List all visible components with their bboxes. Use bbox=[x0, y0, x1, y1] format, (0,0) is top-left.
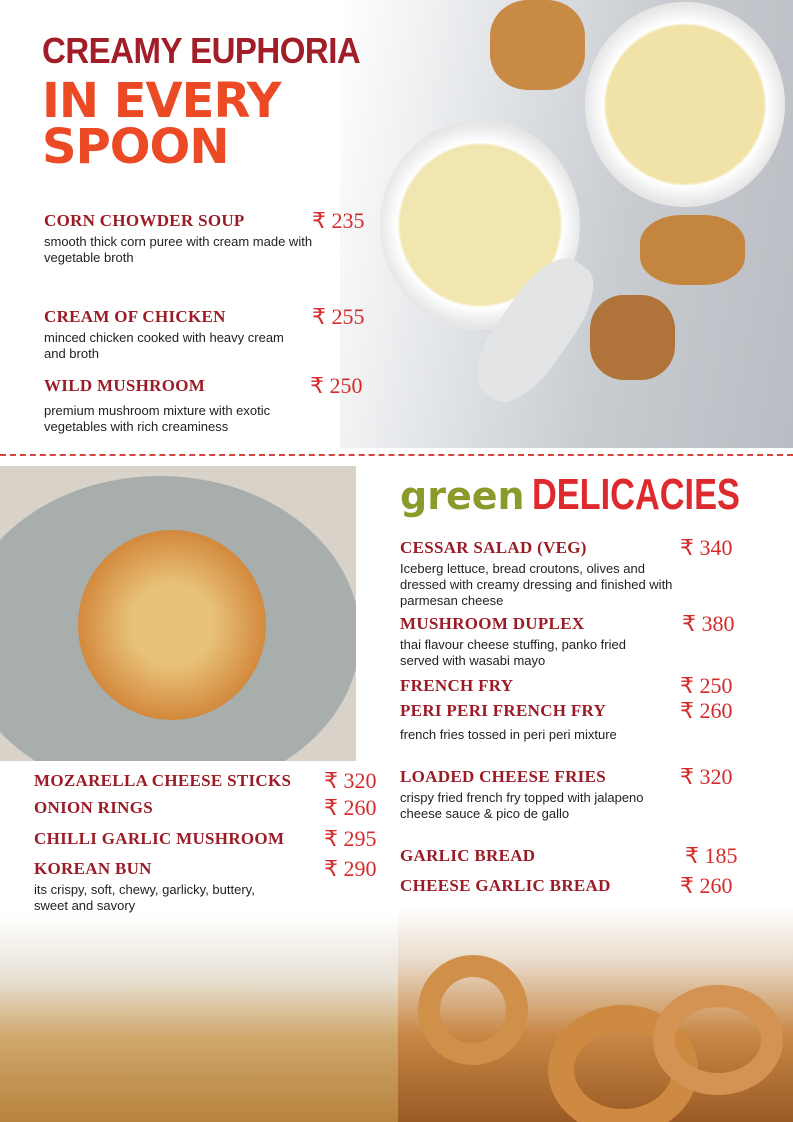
bun bbox=[78, 530, 266, 720]
item-price: ₹ 260 bbox=[680, 698, 733, 723]
item-name: LOADED CHEESE FRIES bbox=[400, 767, 606, 786]
item-name: CHEESE GARLIC BREAD bbox=[400, 876, 611, 895]
item-price: ₹ 340 bbox=[680, 535, 733, 560]
item-name: MOZARELLA CHEESE STICKS bbox=[34, 771, 292, 790]
item-desc: french fries tossed in peri peri mixture bbox=[400, 727, 617, 742]
item-name: MUSHROOM DUPLEX bbox=[400, 614, 585, 633]
item-name: CORN CHOWDER SOUP bbox=[44, 211, 245, 230]
bread-piece bbox=[640, 215, 745, 285]
soup-title-line1: CREAMY EUPHORIA bbox=[42, 30, 361, 71]
menu-item bbox=[34, 795, 394, 820]
item-desc: its crispy, soft, chewy, garlicky, buttery, sweet and savory bbox=[34, 882, 255, 913]
item-price: ₹ 295 bbox=[324, 826, 377, 851]
item-price: ₹ 185 bbox=[685, 843, 738, 868]
item-name: ONION RINGS bbox=[34, 798, 154, 817]
item-name: FRENCH FRY bbox=[400, 676, 514, 695]
item-price: ₹ 260 bbox=[324, 795, 377, 820]
bread-piece bbox=[490, 0, 585, 90]
item-price: ₹ 255 bbox=[312, 304, 365, 329]
delicacies-title-green: green bbox=[400, 474, 525, 518]
item-desc: crispy fried french fry topped with jalapeno cheese sauce & pico de gallo bbox=[400, 790, 644, 821]
cheese-sticks-photo bbox=[0, 915, 398, 1122]
garlic-bun-photo bbox=[0, 466, 356, 761]
menu-item bbox=[34, 768, 394, 793]
menu-item bbox=[400, 764, 770, 822]
bread-piece bbox=[590, 295, 675, 380]
item-desc: premium mushroom mixture with exotic vegetables with rich creaminess bbox=[44, 403, 271, 434]
menu-item bbox=[34, 826, 394, 851]
item-price: ₹ 235 bbox=[312, 208, 365, 233]
onion-ring bbox=[418, 955, 528, 1065]
menu-item bbox=[400, 673, 770, 698]
menu-item bbox=[400, 535, 770, 609]
soup-bowl bbox=[585, 2, 785, 207]
menu-item bbox=[44, 373, 384, 435]
menu-item bbox=[400, 873, 770, 898]
soup-title-line2 bbox=[42, 73, 281, 175]
item-name: KOREAN BUN bbox=[34, 859, 152, 878]
item-price: ₹ 260 bbox=[680, 873, 733, 898]
menu-item bbox=[34, 856, 394, 914]
item-desc: smooth thick corn puree with cream made with vegetable broth bbox=[44, 234, 313, 265]
section-divider bbox=[0, 454, 793, 456]
item-price: ₹ 320 bbox=[324, 768, 377, 793]
menu-item bbox=[44, 304, 384, 362]
menu-item bbox=[400, 611, 770, 669]
item-desc: thai flavour cheese stuffing, panko fried served with wasabi mayo bbox=[400, 637, 626, 668]
menu-item bbox=[400, 843, 770, 868]
menu-item bbox=[44, 208, 384, 266]
soup-title-line2-text: IN EVERY bbox=[42, 73, 281, 129]
item-name: CESSAR SALAD (VEG) bbox=[400, 538, 587, 557]
onion-rings-photo bbox=[398, 905, 793, 1122]
item-price: ₹ 250 bbox=[680, 673, 733, 698]
menu-item bbox=[400, 698, 770, 743]
soup-title-line3-text: SPOON bbox=[42, 119, 229, 175]
item-price: ₹ 290 bbox=[324, 856, 377, 881]
item-desc: minced chicken cooked with heavy cream and broth bbox=[44, 330, 284, 361]
soup-photo bbox=[340, 0, 793, 448]
item-name: CHILLI GARLIC MUSHROOM bbox=[34, 829, 285, 848]
item-name: WILD MUSHROOM bbox=[44, 376, 206, 395]
onion-ring bbox=[653, 985, 783, 1095]
item-name: PERI PERI FRENCH FRY bbox=[400, 701, 607, 720]
delicacies-title-red: DELICACIES bbox=[532, 470, 740, 519]
item-price: ₹ 320 bbox=[680, 764, 733, 789]
item-price: ₹ 380 bbox=[682, 611, 735, 636]
item-desc: Iceberg lettuce, bread croutons, olives and dressed with creamy dressing and finished with parmesan cheese bbox=[400, 561, 673, 608]
item-name: GARLIC BREAD bbox=[400, 846, 536, 865]
item-name: CREAM OF CHICKEN bbox=[44, 307, 226, 326]
item-price: ₹ 250 bbox=[310, 373, 363, 398]
